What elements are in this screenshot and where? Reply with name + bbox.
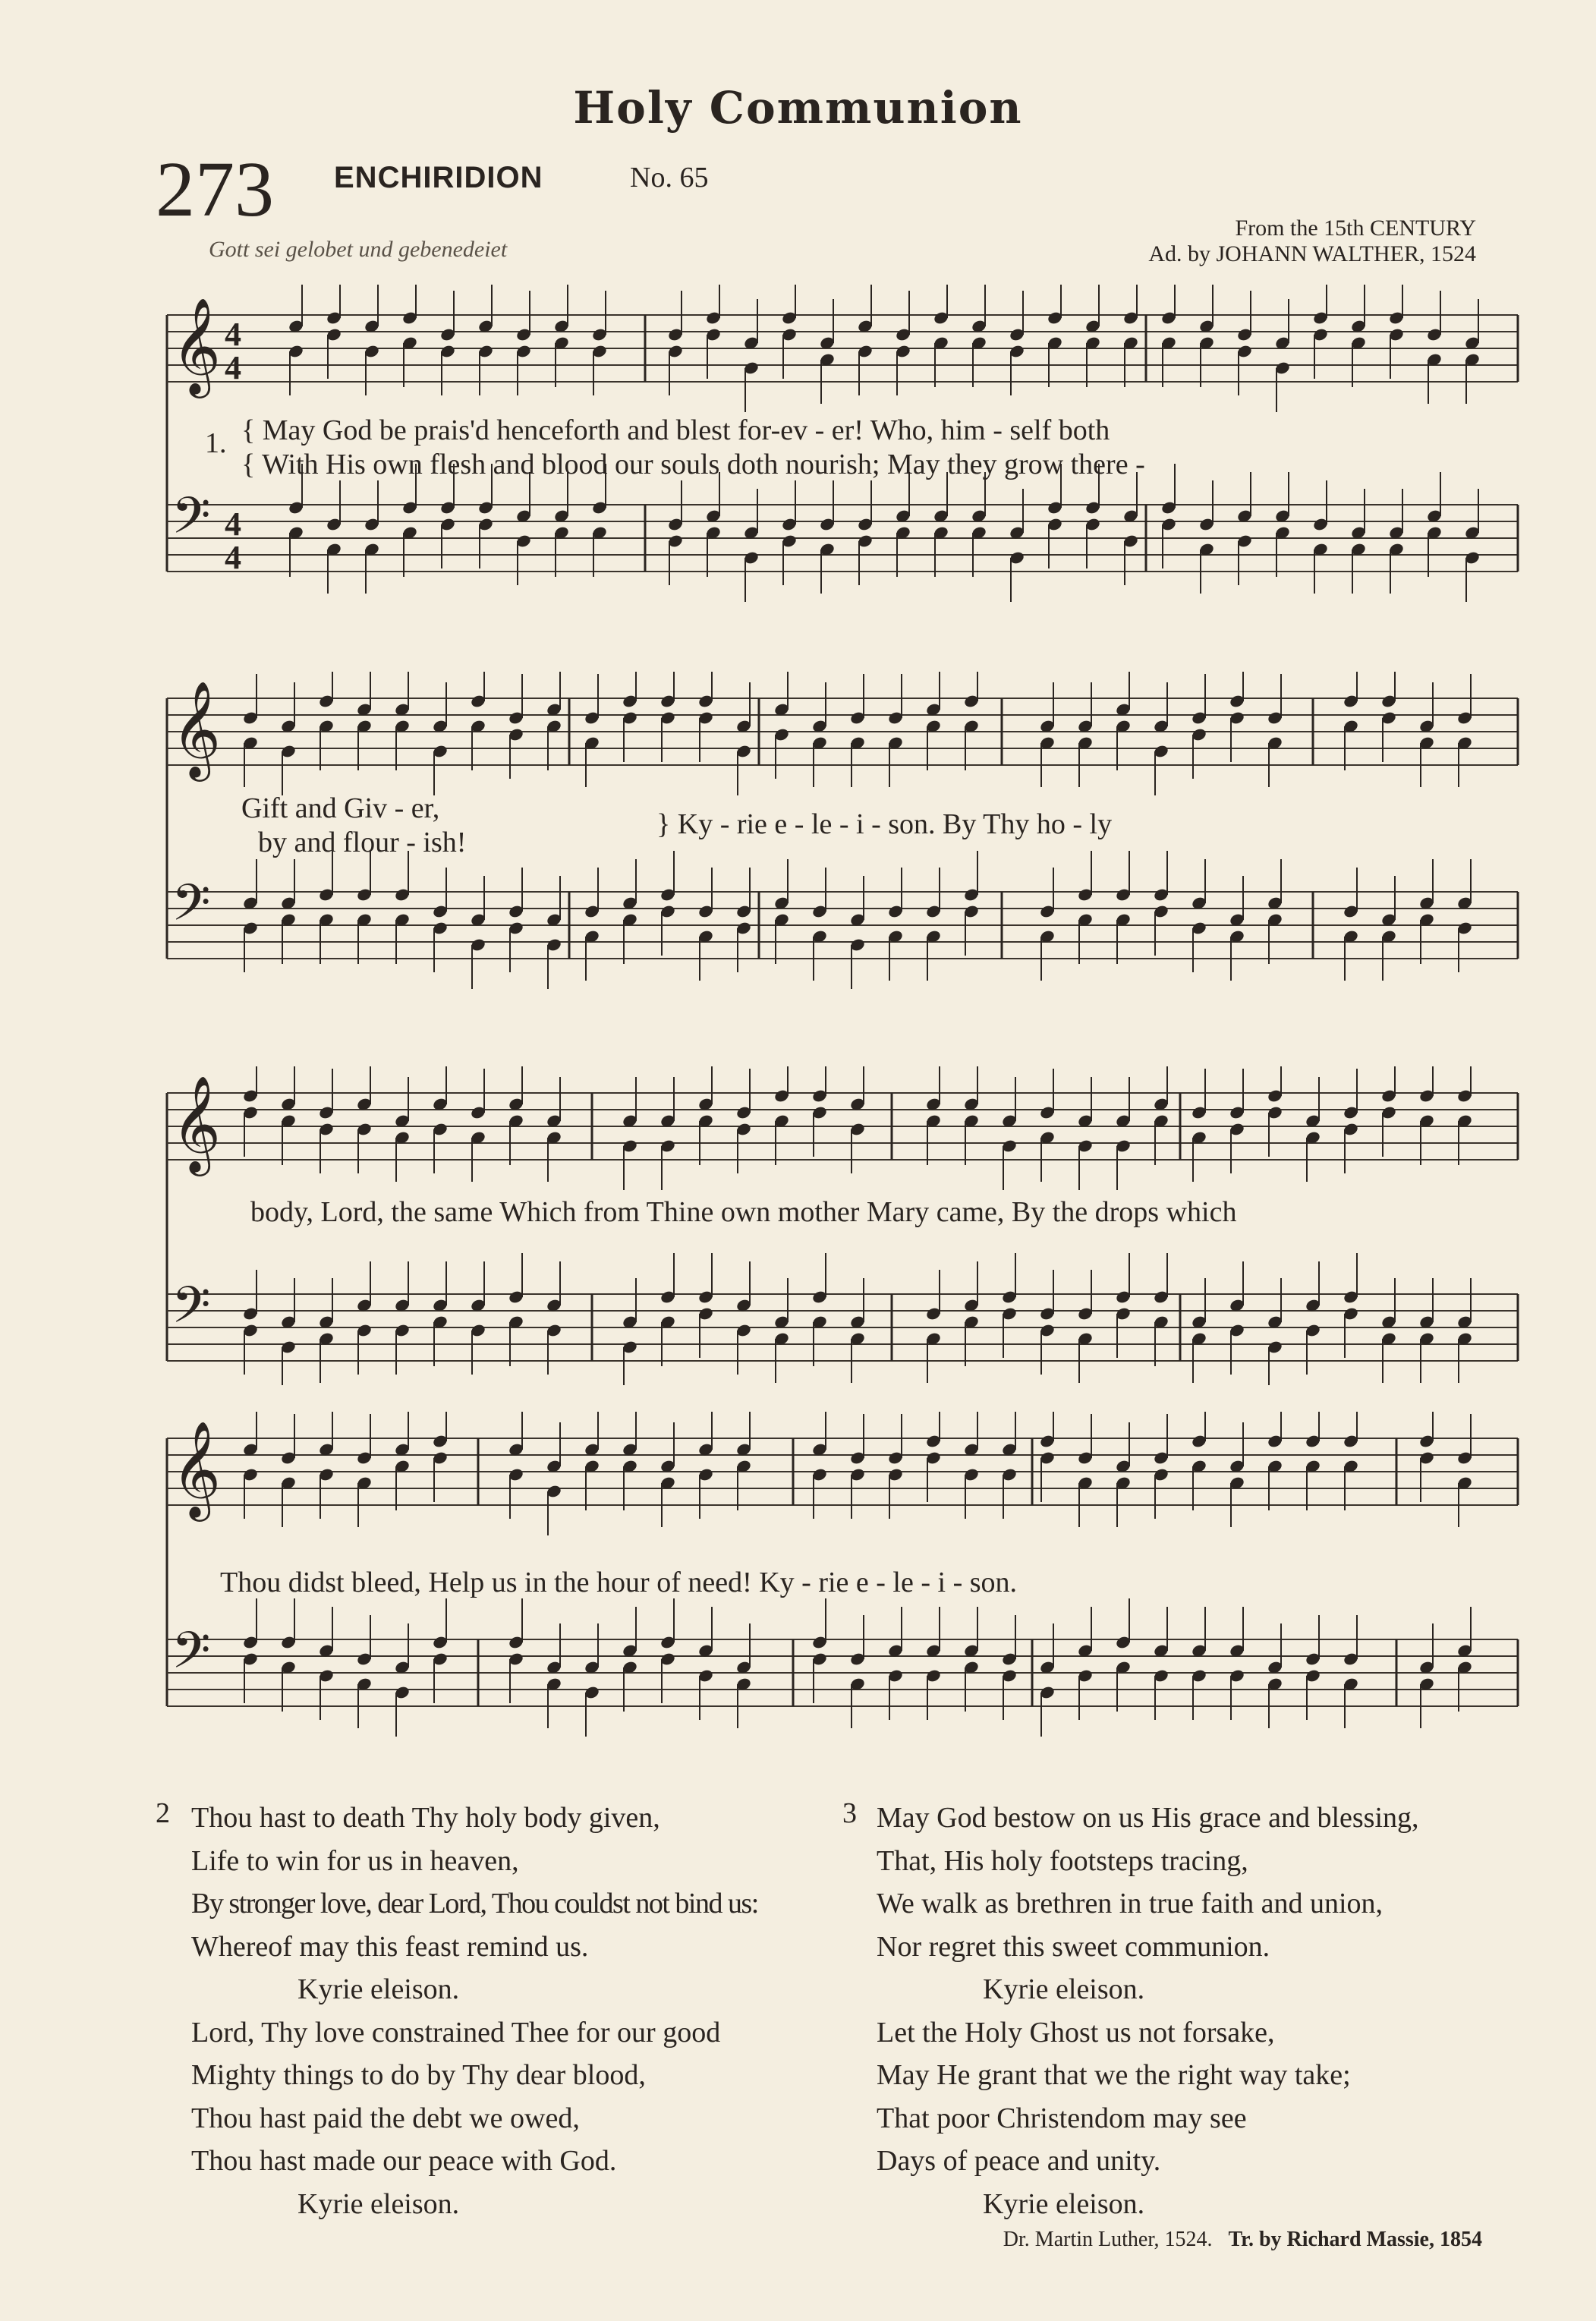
treble-clef: 𝄞 [172,1420,222,1517]
verse-line: Whereof may this feast remind us. [191,1930,589,1963]
lyric-system3: body, Lord, the same Which from Thine own mother Mary came, By the drops which [250,1196,1237,1228]
original-title: Gott sei gelobet und gebenedeiet [209,237,508,262]
source-line-2: Ad. by JOHANN WALTHER, 1524 [1148,241,1476,266]
verse-3-number: 3 [842,1797,857,1829]
time-signature: 4 [225,316,241,353]
section-heading: Holy Communion [573,82,1023,134]
hymn-number: 273 [156,146,274,233]
verse-line: Kyrie eleison. [983,2187,1145,2220]
verse-line: May He grant that we the right way take; [877,2059,1351,2091]
credit-line [1003,2228,1482,2252]
lyric-system4: Thou didst bleed, Help us in the hour of need! Ky - rie e - le - i - son. [220,1567,1018,1598]
verse-line: We walk as brethren in true faith and union, [877,1888,1384,1919]
verse-line: Nor regret this sweet communion. [877,1930,1270,1963]
verse-line: By stronger love, dear Lord, Thou couldst not bind us: [191,1888,758,1919]
treble-clef: 𝄞 [172,680,222,777]
stanza-number: 1. [205,427,227,459]
author-credit: Dr. Martin Luther, 1524. [1003,2228,1213,2251]
lyric-system1-line2: { With His own flesh and blood our souls doth nourish; May they grow there - [241,449,1145,480]
verse-line: Kyrie eleison. [297,1973,460,2005]
lyric-system2-line2: by and flour - ish! [258,827,467,858]
time-signature: 4 [225,539,241,576]
verse-line: Thou hast made our peace with God. [191,2145,617,2177]
verse-line: Mighty things to do by Thy dear blood, [191,2059,646,2091]
verse-3 [877,1797,1419,2225]
treble-clef: 𝄞 [172,297,222,394]
bass-clef: 𝄢 [172,1276,211,1346]
verse-line: May God bestow on us His grace and blessing, [877,1802,1419,1834]
verse-line: That poor Christendom may see [877,2102,1247,2134]
lyric-system2-line1: Gift and Giv - er, [241,792,440,824]
bass-clef: 𝄢 [172,874,211,944]
lyric-system2-shared: } Ky - rie e - le - i - son. By Thy ho - ly [656,808,1113,840]
verse-line: Days of peace and unity. [877,2145,1161,2177]
tune-name: ENCHIRIDION [334,161,543,194]
treble-clef: 𝄞 [172,1075,222,1172]
lyric-system1-line1: { May God be prais'd henceforth and blest for-ev - er! Who, him - self both [241,414,1110,446]
time-signature: 4 [225,349,241,386]
bass-clef: 𝄢 [172,487,211,557]
verse-line: Let the Holy Ghost us not forsake, [877,2016,1275,2049]
time-signature: 4 [225,505,241,543]
verse-2-number: 2 [156,1797,170,1829]
bass-clef: 𝄢 [172,1621,211,1692]
source-line-1: From the 15th CENTURY [1235,216,1476,241]
verse-2 [191,1797,758,2225]
verse-line: Lord, Thy love constrained Thee for our good [191,2016,721,2049]
verse-line: Kyrie eleison. [297,2187,460,2220]
verse-line: That, His holy footsteps tracing, [877,1844,1248,1877]
verse-line: Thou hast to death Thy holy body given, [191,1802,660,1834]
verse-line: Life to win for us in heaven, [191,1844,519,1877]
verse-line: Kyrie eleison. [983,1973,1145,2005]
verse-line: Thou hast paid the debt we owed, [191,2102,580,2134]
translator-credit: Tr. by Richard Massie, 1854 [1228,2228,1482,2251]
tune-number: No. 65 [630,162,709,194]
